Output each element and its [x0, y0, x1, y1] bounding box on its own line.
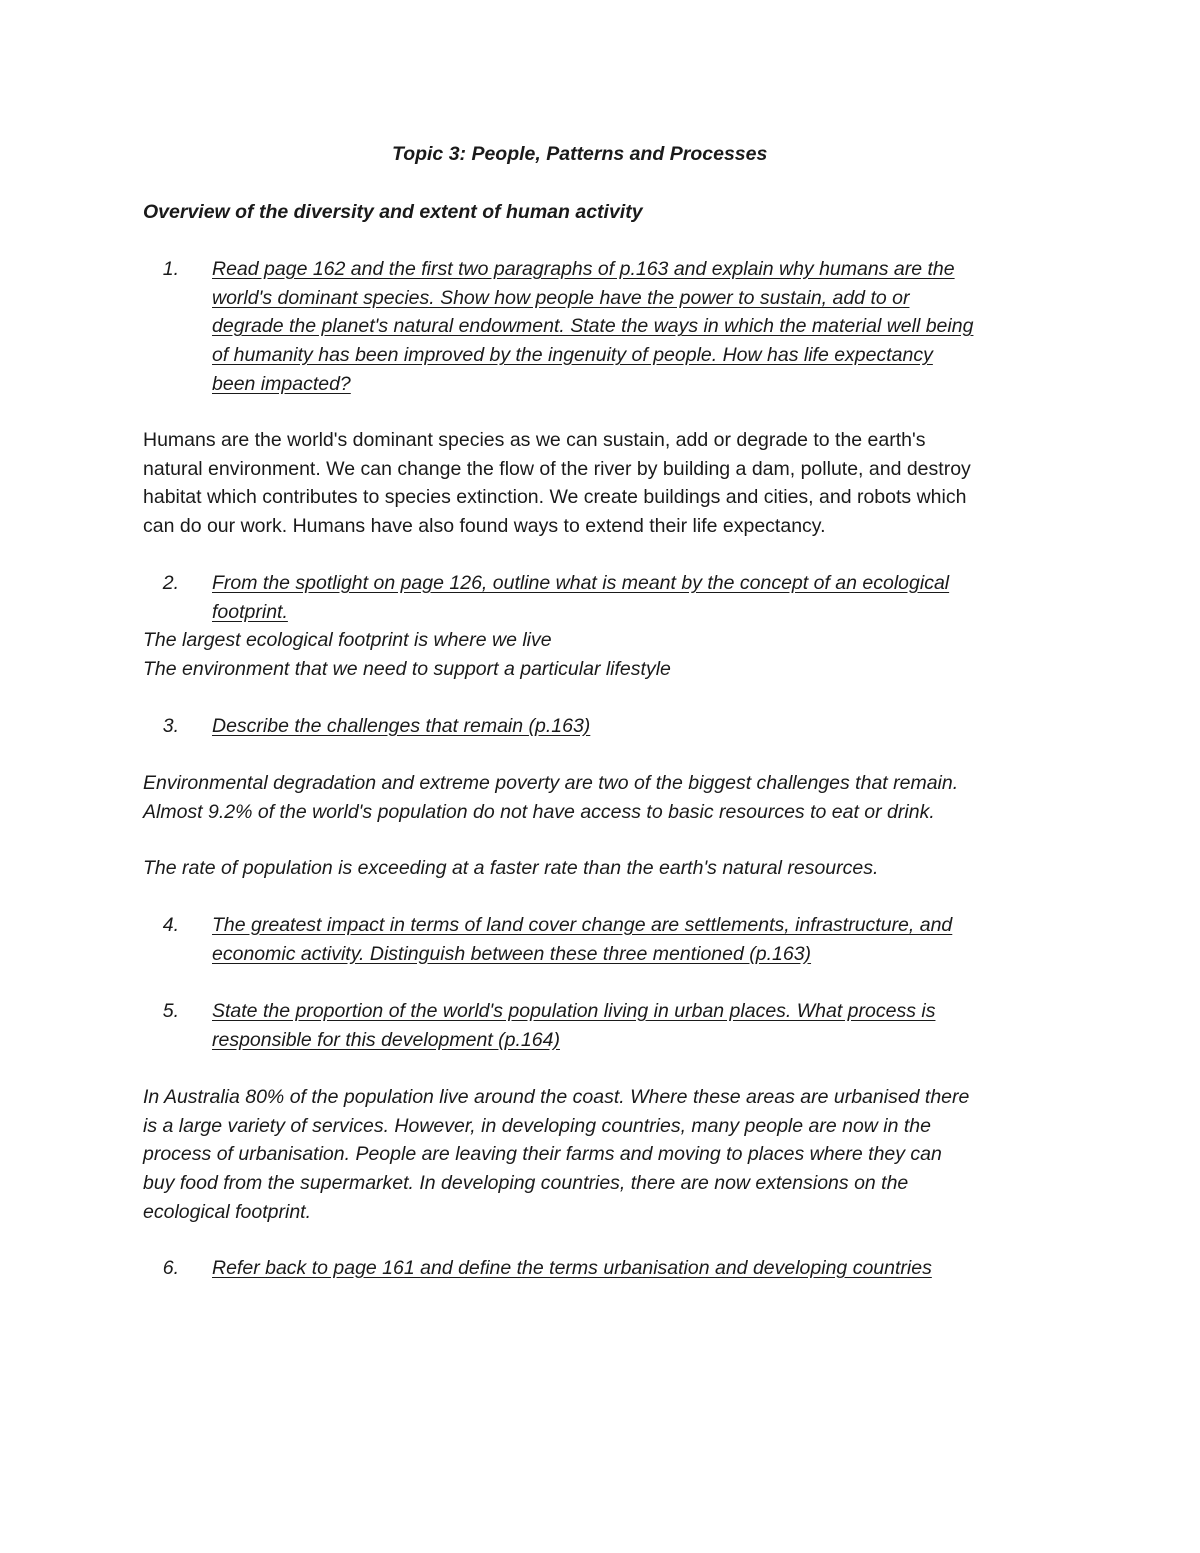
answer-line: Humans are the world's dominant species as we can sustain, add or degrade to the earth's — [143, 429, 926, 451]
question-line: State the proportion of the world's population living in urban places. What process is — [212, 1000, 936, 1022]
answer-1-paragraph — [143, 426, 1068, 541]
answer-line: is a large variety of services. However, in developing countries, many people are now in the — [143, 1114, 931, 1137]
question-line: Read page 162 and the first two paragraphs of p.163 and explain why humans are the — [212, 258, 955, 280]
answer-3-paragraph-1 — [143, 769, 1068, 826]
question-number: 5. — [162, 1000, 179, 1022]
question-text — [212, 712, 1072, 741]
question-line: The greatest impact in terms of land cover change are settlements, infrastructure, and — [212, 914, 953, 936]
question-text — [212, 997, 1072, 1054]
answer-line: Environmental degradation and extreme poverty are two of the biggest challenges that remain. — [143, 772, 959, 794]
question-line: world's dominant species. Show how people have the power to sustain, add to or — [212, 286, 910, 309]
question-line: footprint. — [212, 600, 288, 623]
answer-line: can do our work. Humans have also found ways to extend their life expectancy. — [143, 515, 826, 538]
answer-2-line-2: The environment that we need to support a particular lifestyle — [143, 658, 671, 680]
answer-line: process of urbanisation. People are leaving their farms and moving to places where they can — [143, 1143, 942, 1166]
answer-2-line-1: The largest ecological footprint is where we live — [143, 629, 552, 651]
question-line: economic activity. Distinguish between these three mentioned (p.163) — [212, 942, 812, 965]
question-number: 6. — [162, 1257, 179, 1279]
section-subheading: Overview of the diversity and extent of human activity — [143, 201, 643, 223]
question-number: 2. — [162, 572, 179, 594]
question-text — [212, 1254, 1072, 1283]
answer-line: ecological footprint. — [143, 1200, 312, 1223]
question-text — [212, 911, 1072, 968]
answer-line: habitat which contributes to species extinction. We create buildings and cities, and robots which — [143, 486, 967, 509]
question-number: 4. — [162, 914, 179, 936]
question-line: been impacted? — [212, 372, 351, 395]
question-text — [212, 569, 1072, 626]
question-line: degrade the planet's natural endowment. State the ways in which the material well being — [212, 315, 974, 338]
page-title: Topic 3: People, Patterns and Processes — [392, 143, 768, 165]
answer-line: buy food from the supermarket. In developing countries, there are now extensions on the — [143, 1172, 909, 1195]
question-line: responsible for this development (p.164) — [212, 1028, 560, 1051]
answer-line: natural environment. We can change the flow of the river by building a dam, pollute, and destroy — [143, 457, 971, 480]
question-number: 1. — [162, 258, 179, 280]
answer-line: Almost 9.2% of the world's population do not have access to basic resources to eat or drink. — [143, 800, 935, 823]
question-line: From the spotlight on page 126, outline what is meant by the concept of an ecological — [212, 572, 950, 594]
answer-line: In Australia 80% of the population live around the coast. Where these areas are urbanised there — [143, 1086, 970, 1108]
question-number: 3. — [162, 715, 179, 737]
answer-3-paragraph-2: The rate of population is exceeding at a faster rate than the earth's natural resources. — [143, 857, 879, 879]
question-line: Refer back to page 161 and define the terms urbanisation and developing countries — [212, 1257, 932, 1279]
question-line: Describe the challenges that remain (p.163) — [212, 715, 591, 737]
question-text — [212, 255, 1072, 399]
answer-5-paragraph — [143, 1083, 1068, 1227]
question-line: of humanity has been improved by the ingenuity of people. How has life expectancy — [212, 344, 933, 367]
